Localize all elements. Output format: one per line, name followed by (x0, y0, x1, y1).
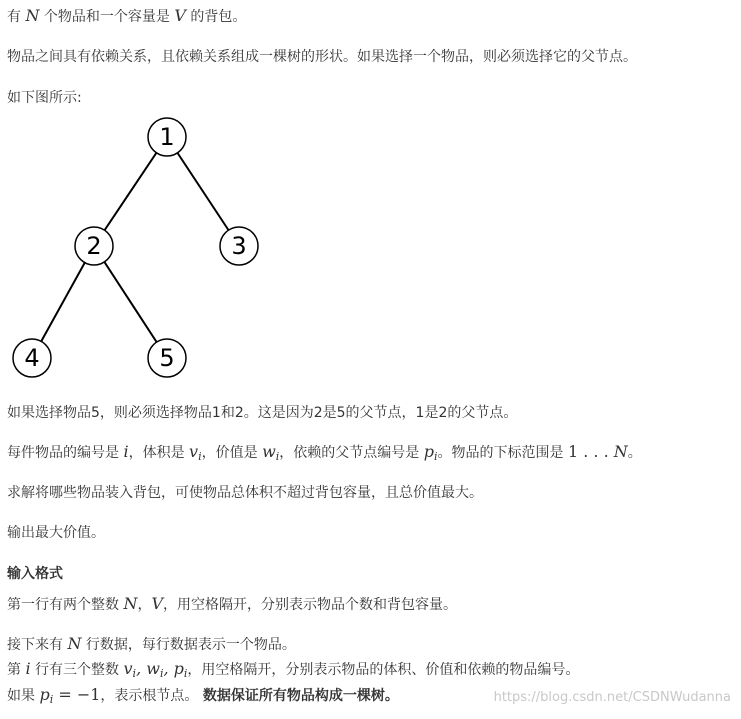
text-segment: 接下来有 (7, 637, 68, 653)
dependency-tree-diagram (0, 110, 300, 390)
text-segment: 。 (627, 445, 642, 461)
tree-node-3-label: 3 (231, 232, 247, 260)
input-line-2 (7, 634, 296, 655)
math-V: V (174, 6, 186, 25)
math-w-i: $w_i$ (262, 442, 280, 463)
text-segment: 行数据，每行数据表示一个物品。 (81, 637, 296, 653)
watermark: https://blog.csdn.net/CSDNWudanna (493, 690, 731, 705)
text-segment: ，用空格隔开，分别表示物品的体积、价值和依赖的物品编号。 (187, 662, 580, 678)
intro-paragraph (7, 6, 246, 27)
math-N: N (25, 6, 40, 25)
math-i: i (123, 442, 129, 461)
math-N: N (123, 594, 138, 613)
math-range: 1 . . . (567, 442, 614, 461)
bold-guarantee-text: 数据保证所有物品构成一棵树。 (202, 688, 399, 704)
text-segment: 的背包。 (185, 9, 247, 25)
dependency-paragraph: 物品之间具有依赖关系，且依赖关系组成一棵树的形状。如果选择一个物品，则必须选择它的父节点。 (7, 49, 637, 65)
input-format-heading: 输入格式 (7, 566, 63, 582)
text-segment: 行有三个整数 (30, 662, 124, 678)
math-v-i: $v_i$ (189, 442, 202, 463)
text-segment: 每件物品的编号是 (7, 445, 124, 461)
tree-node-4-label: 4 (24, 344, 40, 372)
math-i: i (25, 659, 31, 678)
math-p-i: $p_i$ (423, 442, 438, 463)
input-line-1 (7, 594, 457, 615)
notation-paragraph (7, 442, 642, 463)
text-segment: ，用空格隔开，分别表示物品个数和背包容量。 (163, 597, 458, 613)
text-segment: ，依赖的父节点编号是 (279, 445, 424, 461)
text-segment: 第 (7, 662, 26, 678)
tree-node-5-label: 5 (159, 344, 175, 372)
text-segment: 第一行有两个整数 (7, 597, 124, 613)
text-segment: 有 (7, 9, 26, 25)
tree-node-2-label: 2 (86, 232, 102, 260)
text-segment: 。物品的下标范围是 (437, 445, 568, 461)
math-V: V (151, 594, 164, 613)
goal-paragraph: 求解将哪些物品装入背包，可使物品总体积不超过背包容量，且总价值最大。 (7, 485, 483, 501)
math-N: N (613, 442, 628, 461)
tree-edges (32, 137, 239, 358)
text-segment: 如果 (7, 688, 40, 704)
text-segment: ，价值是 (201, 445, 263, 461)
tree-node-1-label: 1 (159, 123, 175, 151)
input-line-4 (7, 685, 399, 706)
output-paragraph: 输出最大价值。 (7, 525, 105, 541)
figure-caption: 如下图所示: (7, 90, 82, 106)
math-N: N (67, 634, 82, 653)
edge-2-5 (94, 246, 167, 358)
text-segment: ，体积是 (128, 445, 190, 461)
math-eq: = −1 (53, 685, 101, 704)
math-p-i: $p_i$ (39, 685, 54, 706)
math-v-w-p: $v_i$, $w_i$, $p_i$ (123, 659, 188, 680)
text-segment: ，表示根节点。 (100, 688, 203, 704)
input-line-3 (7, 659, 579, 680)
text-segment: ， (137, 597, 152, 613)
text-segment: 个物品和一个容量是 (39, 9, 175, 25)
example-paragraph: 如果选择物品5，则必须选择物品1和2。这是因为2是5的父节点，1是2的父节点。 (7, 405, 518, 421)
